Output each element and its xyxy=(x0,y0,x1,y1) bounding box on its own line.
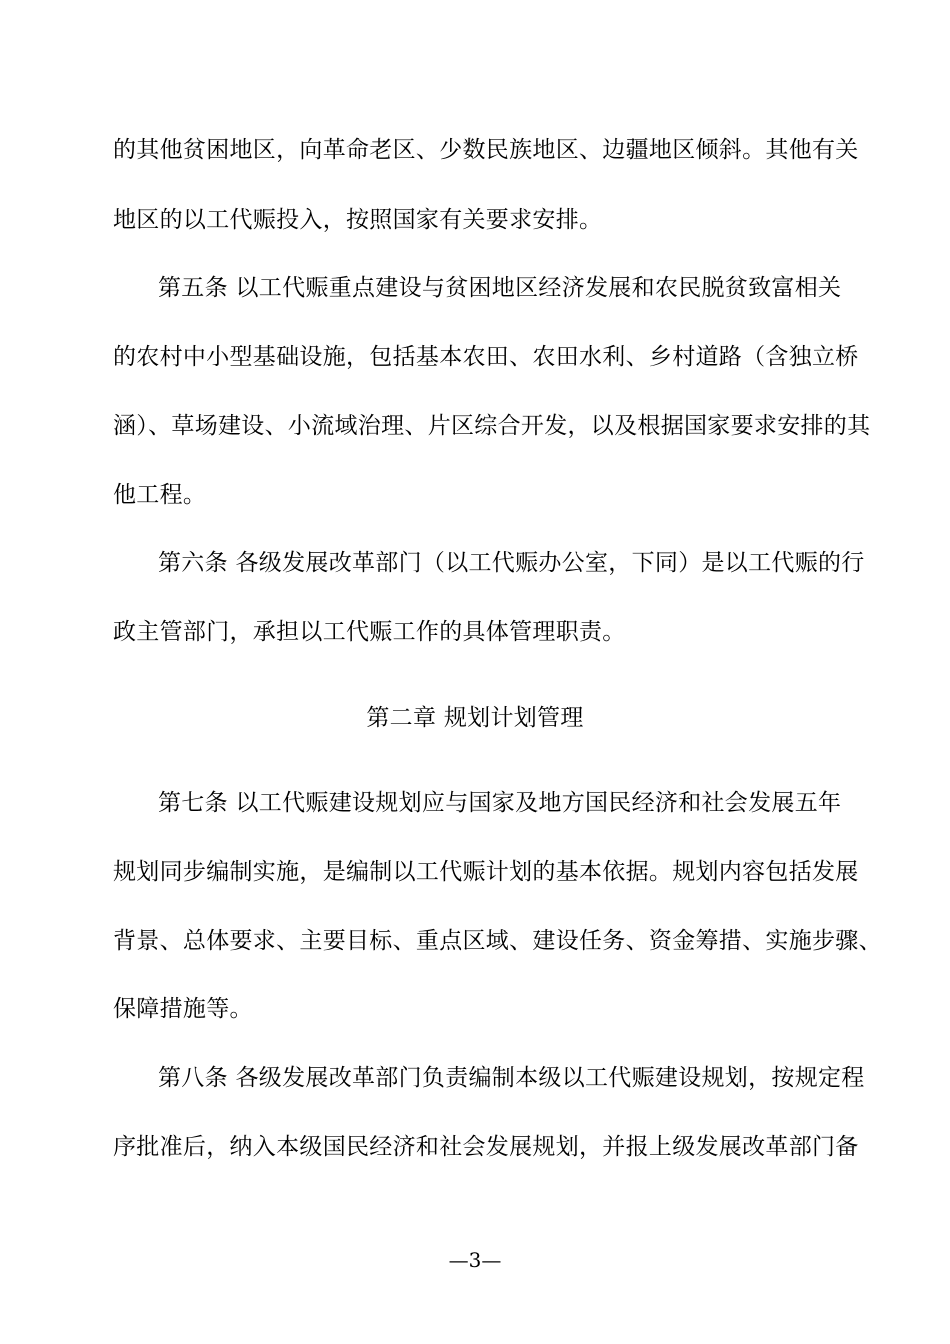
text-line: 的其他贫困地区，向革命老区、少数民族地区、边疆地区倾斜。其他有关 xyxy=(113,137,859,163)
page-number: —3— xyxy=(448,1248,502,1272)
text-line: 序批准后，纳入本级国民经济和社会发展规划，并报上级发展改革部门备 xyxy=(113,1134,859,1160)
article-5-line: 第五条 以工代赈重点建设与贫困地区经济发展和农民脱贫致富相关 xyxy=(158,275,842,301)
text-line: 背景、总体要求、主要目标、重点区域、建设任务、资金筹措、实施步骤、 xyxy=(113,928,882,954)
text-line: 的农村中小型基础设施，包括基本农田、农田水利、乡村道路（含独立桥 xyxy=(113,344,859,370)
article-6-line: 第六条 各级发展改革部门（以工代赈办公室，下同）是以工代赈的行 xyxy=(158,550,865,576)
text-line: 政主管部门，承担以工代赈工作的具体管理职责。 xyxy=(113,619,626,645)
article-7-line: 第七条 以工代赈建设规划应与国家及地方国民经济和社会发展五年 xyxy=(158,790,842,816)
text-line: 他工程。 xyxy=(113,482,207,508)
text-line: 保障措施等。 xyxy=(113,996,253,1022)
text-line: 规划同步编制实施，是编制以工代赈计划的基本依据。规划内容包括发展 xyxy=(113,859,859,885)
text-line: 涵）、草场建设、小流域治理、片区综合开发，以及根据国家要求安排的其 xyxy=(113,413,871,439)
article-8-line: 第八条 各级发展改革部门负责编制本级以工代赈建设规划，按规定程 xyxy=(158,1065,865,1091)
text-line: 地区的以工代赈投入，按照国家有关要求安排。 xyxy=(113,207,603,233)
chapter-heading: 第二章 规划计划管理 xyxy=(366,705,584,731)
